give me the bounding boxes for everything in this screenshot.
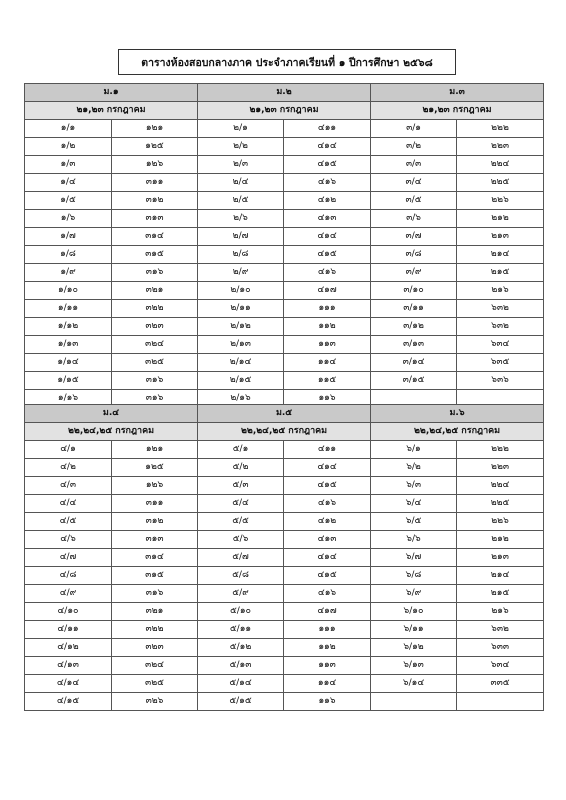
room-cell: ๑๑๖ xyxy=(284,390,371,408)
room-cell: ๓๑๑ xyxy=(112,174,198,192)
room-cell: ๓๑๖ xyxy=(112,372,198,390)
room-cell: ๑๑๔ xyxy=(284,354,371,372)
class-cell: ๑/๑๔ xyxy=(25,354,112,372)
room-cell: ๔๑๕ xyxy=(284,246,371,264)
class-cell: ๖/๒ xyxy=(371,459,457,477)
room-cell: ๒๒๒ xyxy=(457,441,544,459)
class-cell: ๒/๑๐ xyxy=(198,282,284,300)
class-cell: ๓/๑๓ xyxy=(371,336,457,354)
room-cell xyxy=(457,693,544,711)
class-cell: ๓/๑๒ xyxy=(371,318,457,336)
table-row xyxy=(25,246,544,264)
room-cell: ๔๑๒ xyxy=(284,192,371,210)
room-cell: ๑๑๖ xyxy=(284,693,371,711)
table-row xyxy=(25,477,544,495)
table-row xyxy=(25,120,544,138)
room-cell: ๓๑๓ xyxy=(112,531,198,549)
room-cell: ๓๒๑ xyxy=(112,282,198,300)
grade-header: ม.๒ xyxy=(198,84,371,102)
class-cell: ๖/๖ xyxy=(371,531,457,549)
room-cell: ๖๓๒ xyxy=(457,300,544,318)
class-cell: ๒/๓ xyxy=(198,156,284,174)
class-cell: ๓/๑ xyxy=(371,120,457,138)
room-cell: ๓๑๒ xyxy=(112,513,198,531)
room-cell: ๒๒๒ xyxy=(457,120,544,138)
room-cell: ๒๑๔ xyxy=(457,567,544,585)
class-cell: ๔/๑๐ xyxy=(25,603,112,621)
table-row xyxy=(25,567,544,585)
grade-header: ม.๑ xyxy=(25,84,198,102)
class-cell: ๖/๑๒ xyxy=(371,639,457,657)
class-cell: ๑/๑๕ xyxy=(25,372,112,390)
room-cell: ๒๑๒ xyxy=(457,210,544,228)
room-cell: ๓๑๒ xyxy=(112,192,198,210)
table-row xyxy=(25,549,544,567)
class-cell: ๒/๖ xyxy=(198,210,284,228)
class-cell: ๑/๑๓ xyxy=(25,336,112,354)
class-cell: ๖/๑๔ xyxy=(371,675,457,693)
room-cell: ๒๑๓ xyxy=(457,549,544,567)
room-cell: ๔๑๖ xyxy=(284,585,371,603)
room-cell: ๔๑๑ xyxy=(284,120,371,138)
class-cell: ๑/๘ xyxy=(25,246,112,264)
room-cell: ๓๒๓ xyxy=(112,318,198,336)
room-cell: ๑๑๓ xyxy=(284,336,371,354)
room-cell: ๑๒๖ xyxy=(112,156,198,174)
table-row xyxy=(25,228,544,246)
class-cell: ๓/๘ xyxy=(371,246,457,264)
class-cell: ๒/๙ xyxy=(198,264,284,282)
room-cell: ๔๑๔ xyxy=(284,549,371,567)
class-cell xyxy=(371,693,457,711)
class-cell: ๕/๑๓ xyxy=(198,657,284,675)
class-cell: ๖/๓ xyxy=(371,477,457,495)
room-cell: ๓๑๔ xyxy=(112,549,198,567)
class-cell: ๓/๑๔ xyxy=(371,354,457,372)
class-cell: ๖/๑ xyxy=(371,441,457,459)
room-cell: ๔๑๖ xyxy=(284,174,371,192)
class-cell: ๑/๑๒ xyxy=(25,318,112,336)
class-cell: ๑/๑ xyxy=(25,120,112,138)
class-cell: ๔/๘ xyxy=(25,567,112,585)
class-cell: ๔/๒ xyxy=(25,459,112,477)
class-cell: ๔/๓ xyxy=(25,477,112,495)
room-cell: ๒๒๖ xyxy=(457,192,544,210)
class-cell: ๖/๑๓ xyxy=(371,657,457,675)
class-cell: ๔/๑๑ xyxy=(25,621,112,639)
grade-header-row xyxy=(25,84,544,102)
class-cell: ๕/๙ xyxy=(198,585,284,603)
room-cell: ๒๒๓ xyxy=(457,459,544,477)
class-cell: ๒/๑ xyxy=(198,120,284,138)
room-cell: ๒๒๓ xyxy=(457,138,544,156)
room-cell: ๖๓๔ xyxy=(457,336,544,354)
class-cell: ๒/๕ xyxy=(198,192,284,210)
table-row xyxy=(25,675,544,693)
class-cell: ๓/๑๑ xyxy=(371,300,457,318)
table-row xyxy=(25,192,544,210)
room-cell: ๑๑๒ xyxy=(284,318,371,336)
grade-header: ม.๖ xyxy=(371,405,544,423)
grade-header-row xyxy=(25,405,544,423)
room-cell: ๑๑๑ xyxy=(284,300,371,318)
class-cell: ๓/๔ xyxy=(371,174,457,192)
room-cell: ๑๑๑ xyxy=(284,621,371,639)
room-cell: ๓๒๕ xyxy=(112,354,198,372)
class-cell: ๕/๑๐ xyxy=(198,603,284,621)
room-cell: ๓๑๓ xyxy=(112,210,198,228)
exam-dates-row xyxy=(25,423,544,441)
room-cell: ๒๒๔ xyxy=(457,156,544,174)
room-cell: ๔๑๔ xyxy=(284,138,371,156)
room-cell: ๒๑๒ xyxy=(457,531,544,549)
room-cell: ๑๑๓ xyxy=(284,657,371,675)
class-cell: ๖/๑๑ xyxy=(371,621,457,639)
room-cell: ๒๑๕ xyxy=(457,264,544,282)
room-cell: ๑๒๕ xyxy=(112,459,198,477)
class-cell: ๑/๕ xyxy=(25,192,112,210)
class-cell: ๖/๗ xyxy=(371,549,457,567)
class-cell: ๕/๑๒ xyxy=(198,639,284,657)
class-cell: ๓/๕ xyxy=(371,192,457,210)
class-cell: ๑/๙ xyxy=(25,264,112,282)
room-cell: ๔๑๓ xyxy=(284,531,371,549)
room-cell: ๑๒๑ xyxy=(112,120,198,138)
exam-dates: ๒๒,๒๔,๒๕ กรกฎาคม xyxy=(198,423,371,441)
room-cell: ๔๑๓ xyxy=(284,210,371,228)
room-cell: ๓๒๔ xyxy=(112,657,198,675)
class-cell: ๖/๙ xyxy=(371,585,457,603)
class-cell: ๖/๑๐ xyxy=(371,603,457,621)
class-cell: ๔/๑๔ xyxy=(25,675,112,693)
class-cell: ๔/๑๒ xyxy=(25,639,112,657)
room-cell: ๖๓๕ xyxy=(457,354,544,372)
exam-dates: ๒๑,๒๓ กรกฎาคม xyxy=(25,102,198,120)
room-cell: ๓๑๔ xyxy=(112,228,198,246)
room-cell: ๑๒๑ xyxy=(112,441,198,459)
room-cell: ๑๑๔ xyxy=(284,675,371,693)
room-cell: ๑๑๒ xyxy=(284,639,371,657)
room-cell: ๔๑๒ xyxy=(284,513,371,531)
class-cell: ๒/๘ xyxy=(198,246,284,264)
room-cell: ๔๑๕ xyxy=(284,477,371,495)
exam-dates: ๒๑,๒๓ กรกฎาคม xyxy=(198,102,371,120)
class-cell: ๕/๖ xyxy=(198,531,284,549)
table-row xyxy=(25,372,544,390)
room-cell: ๖๓๖ xyxy=(457,372,544,390)
room-cell: ๒๑๕ xyxy=(457,585,544,603)
class-cell: ๑/๑๖ xyxy=(25,390,112,408)
room-cell: ๑๒๕ xyxy=(112,138,198,156)
exam-dates-row xyxy=(25,102,544,120)
class-cell: ๑/๔ xyxy=(25,174,112,192)
room-cell: ๒๑๖ xyxy=(457,603,544,621)
class-cell: ๕/๑๔ xyxy=(198,675,284,693)
table-row xyxy=(25,459,544,477)
class-cell: ๓/๑๐ xyxy=(371,282,457,300)
class-cell: ๑/๗ xyxy=(25,228,112,246)
exam-dates: ๒๒,๒๔,๒๕ กรกฎาคม xyxy=(371,423,544,441)
room-cell: ๓๑๑ xyxy=(112,495,198,513)
class-cell: ๕/๑ xyxy=(198,441,284,459)
page-title: ตารางห้องสอบกลางภาค ประจำภาคเรียนที่ ๑ ปีการศึกษา ๒๕๖๘ xyxy=(118,49,456,75)
exam-room-table-section-2 xyxy=(24,404,544,711)
room-cell: ๒๒๕ xyxy=(457,495,544,513)
table-row xyxy=(25,318,544,336)
class-cell: ๒/๑๖ xyxy=(198,390,284,408)
room-cell: ๖๓๔ xyxy=(457,657,544,675)
class-cell: ๖/๘ xyxy=(371,567,457,585)
table-row xyxy=(25,336,544,354)
room-cell: ๓๑๖ xyxy=(112,264,198,282)
class-cell: ๔/๑๓ xyxy=(25,657,112,675)
class-cell: ๑/๒ xyxy=(25,138,112,156)
class-cell: ๕/๕ xyxy=(198,513,284,531)
table-row xyxy=(25,441,544,459)
room-cell: ๓๒๑ xyxy=(112,603,198,621)
room-cell: ๒๑๖ xyxy=(457,282,544,300)
room-cell: ๔๑๖ xyxy=(284,264,371,282)
class-cell: ๔/๑ xyxy=(25,441,112,459)
class-cell: ๔/๗ xyxy=(25,549,112,567)
room-cell: ๖๓๒ xyxy=(457,621,544,639)
class-cell: ๓/๙ xyxy=(371,264,457,282)
table-row xyxy=(25,603,544,621)
room-cell: ๓๒๓ xyxy=(112,639,198,657)
class-cell: ๑/๖ xyxy=(25,210,112,228)
table-row xyxy=(25,210,544,228)
class-cell: ๔/๕ xyxy=(25,513,112,531)
room-cell: ๓๒๒ xyxy=(112,300,198,318)
room-cell: ๖๓๓ xyxy=(457,639,544,657)
class-cell: ๒/๑๕ xyxy=(198,372,284,390)
table-row xyxy=(25,513,544,531)
class-cell: ๒/๔ xyxy=(198,174,284,192)
class-cell: ๕/๑๑ xyxy=(198,621,284,639)
class-cell: ๑/๑๐ xyxy=(25,282,112,300)
room-cell: ๔๑๕ xyxy=(284,567,371,585)
room-cell: ๖๓๒ xyxy=(457,318,544,336)
table-row xyxy=(25,264,544,282)
room-cell: ๔๑๔ xyxy=(284,228,371,246)
table-row xyxy=(25,174,544,192)
table-row xyxy=(25,300,544,318)
class-cell: ๓/๒ xyxy=(371,138,457,156)
class-cell: ๓/๖ xyxy=(371,210,457,228)
class-cell: ๒/๒ xyxy=(198,138,284,156)
class-cell: ๔/๙ xyxy=(25,585,112,603)
class-cell: ๕/๒ xyxy=(198,459,284,477)
table-row xyxy=(25,585,544,603)
table-row xyxy=(25,639,544,657)
table-row xyxy=(25,156,544,174)
room-cell: ๑๒๖ xyxy=(112,477,198,495)
table-row xyxy=(25,138,544,156)
grade-header: ม.๓ xyxy=(371,84,544,102)
room-cell: ๔๑๖ xyxy=(284,495,371,513)
room-cell: ๔๑๑ xyxy=(284,441,371,459)
room-cell: ๒๑๔ xyxy=(457,246,544,264)
exam-room-table-section-1 xyxy=(24,83,544,408)
room-cell: ๔๑๗ xyxy=(284,282,371,300)
class-cell: ๕/๔ xyxy=(198,495,284,513)
class-cell: ๕/๓ xyxy=(198,477,284,495)
room-cell: ๔๑๔ xyxy=(284,459,371,477)
table-row xyxy=(25,693,544,711)
room-cell: ๓๑๖ xyxy=(112,585,198,603)
class-cell: ๒/๑๓ xyxy=(198,336,284,354)
exam-dates: ๒๑,๒๓ กรกฎาคม xyxy=(371,102,544,120)
class-cell: ๔/๑๕ xyxy=(25,693,112,711)
room-cell: ๓๒๒ xyxy=(112,621,198,639)
table-row xyxy=(25,657,544,675)
class-cell: ๓/๗ xyxy=(371,228,457,246)
class-cell: ๓/๓ xyxy=(371,156,457,174)
grade-header: ม.๔ xyxy=(25,405,198,423)
class-cell: ๒/๑๒ xyxy=(198,318,284,336)
room-cell: ๓๑๖ xyxy=(112,390,198,408)
table-row xyxy=(25,495,544,513)
grade-header: ม.๕ xyxy=(198,405,371,423)
class-cell: ๒/๗ xyxy=(198,228,284,246)
class-cell: ๖/๕ xyxy=(371,513,457,531)
class-cell: ๔/๔ xyxy=(25,495,112,513)
table-row xyxy=(25,282,544,300)
room-cell: ๒๑๓ xyxy=(457,228,544,246)
room-cell: ๔๑๕ xyxy=(284,156,371,174)
class-cell: ๑/๓ xyxy=(25,156,112,174)
class-cell: ๕/๗ xyxy=(198,549,284,567)
exam-dates: ๒๒,๒๔,๒๕ กรกฎาคม xyxy=(25,423,198,441)
class-cell: ๔/๖ xyxy=(25,531,112,549)
class-cell: ๑/๑๑ xyxy=(25,300,112,318)
class-cell: ๕/๘ xyxy=(198,567,284,585)
room-cell: ๔๑๗ xyxy=(284,603,371,621)
class-cell: ๒/๑๑ xyxy=(198,300,284,318)
room-cell: ๑๑๕ xyxy=(284,372,371,390)
table-row xyxy=(25,531,544,549)
room-cell: ๓๑๕ xyxy=(112,567,198,585)
table-row xyxy=(25,354,544,372)
class-cell: ๓/๑๕ xyxy=(371,372,457,390)
room-cell: ๓๓๕ xyxy=(457,675,544,693)
class-cell: ๒/๑๔ xyxy=(198,354,284,372)
room-cell: ๒๒๔ xyxy=(457,477,544,495)
class-cell: ๕/๑๕ xyxy=(198,693,284,711)
room-cell: ๓๒๕ xyxy=(112,675,198,693)
room-cell: ๒๒๖ xyxy=(457,513,544,531)
room-cell: ๓๑๕ xyxy=(112,246,198,264)
room-cell: ๒๒๕ xyxy=(457,174,544,192)
room-cell: ๓๒๖ xyxy=(112,693,198,711)
room-cell: ๓๒๔ xyxy=(112,336,198,354)
table-row xyxy=(25,621,544,639)
class-cell: ๖/๔ xyxy=(371,495,457,513)
